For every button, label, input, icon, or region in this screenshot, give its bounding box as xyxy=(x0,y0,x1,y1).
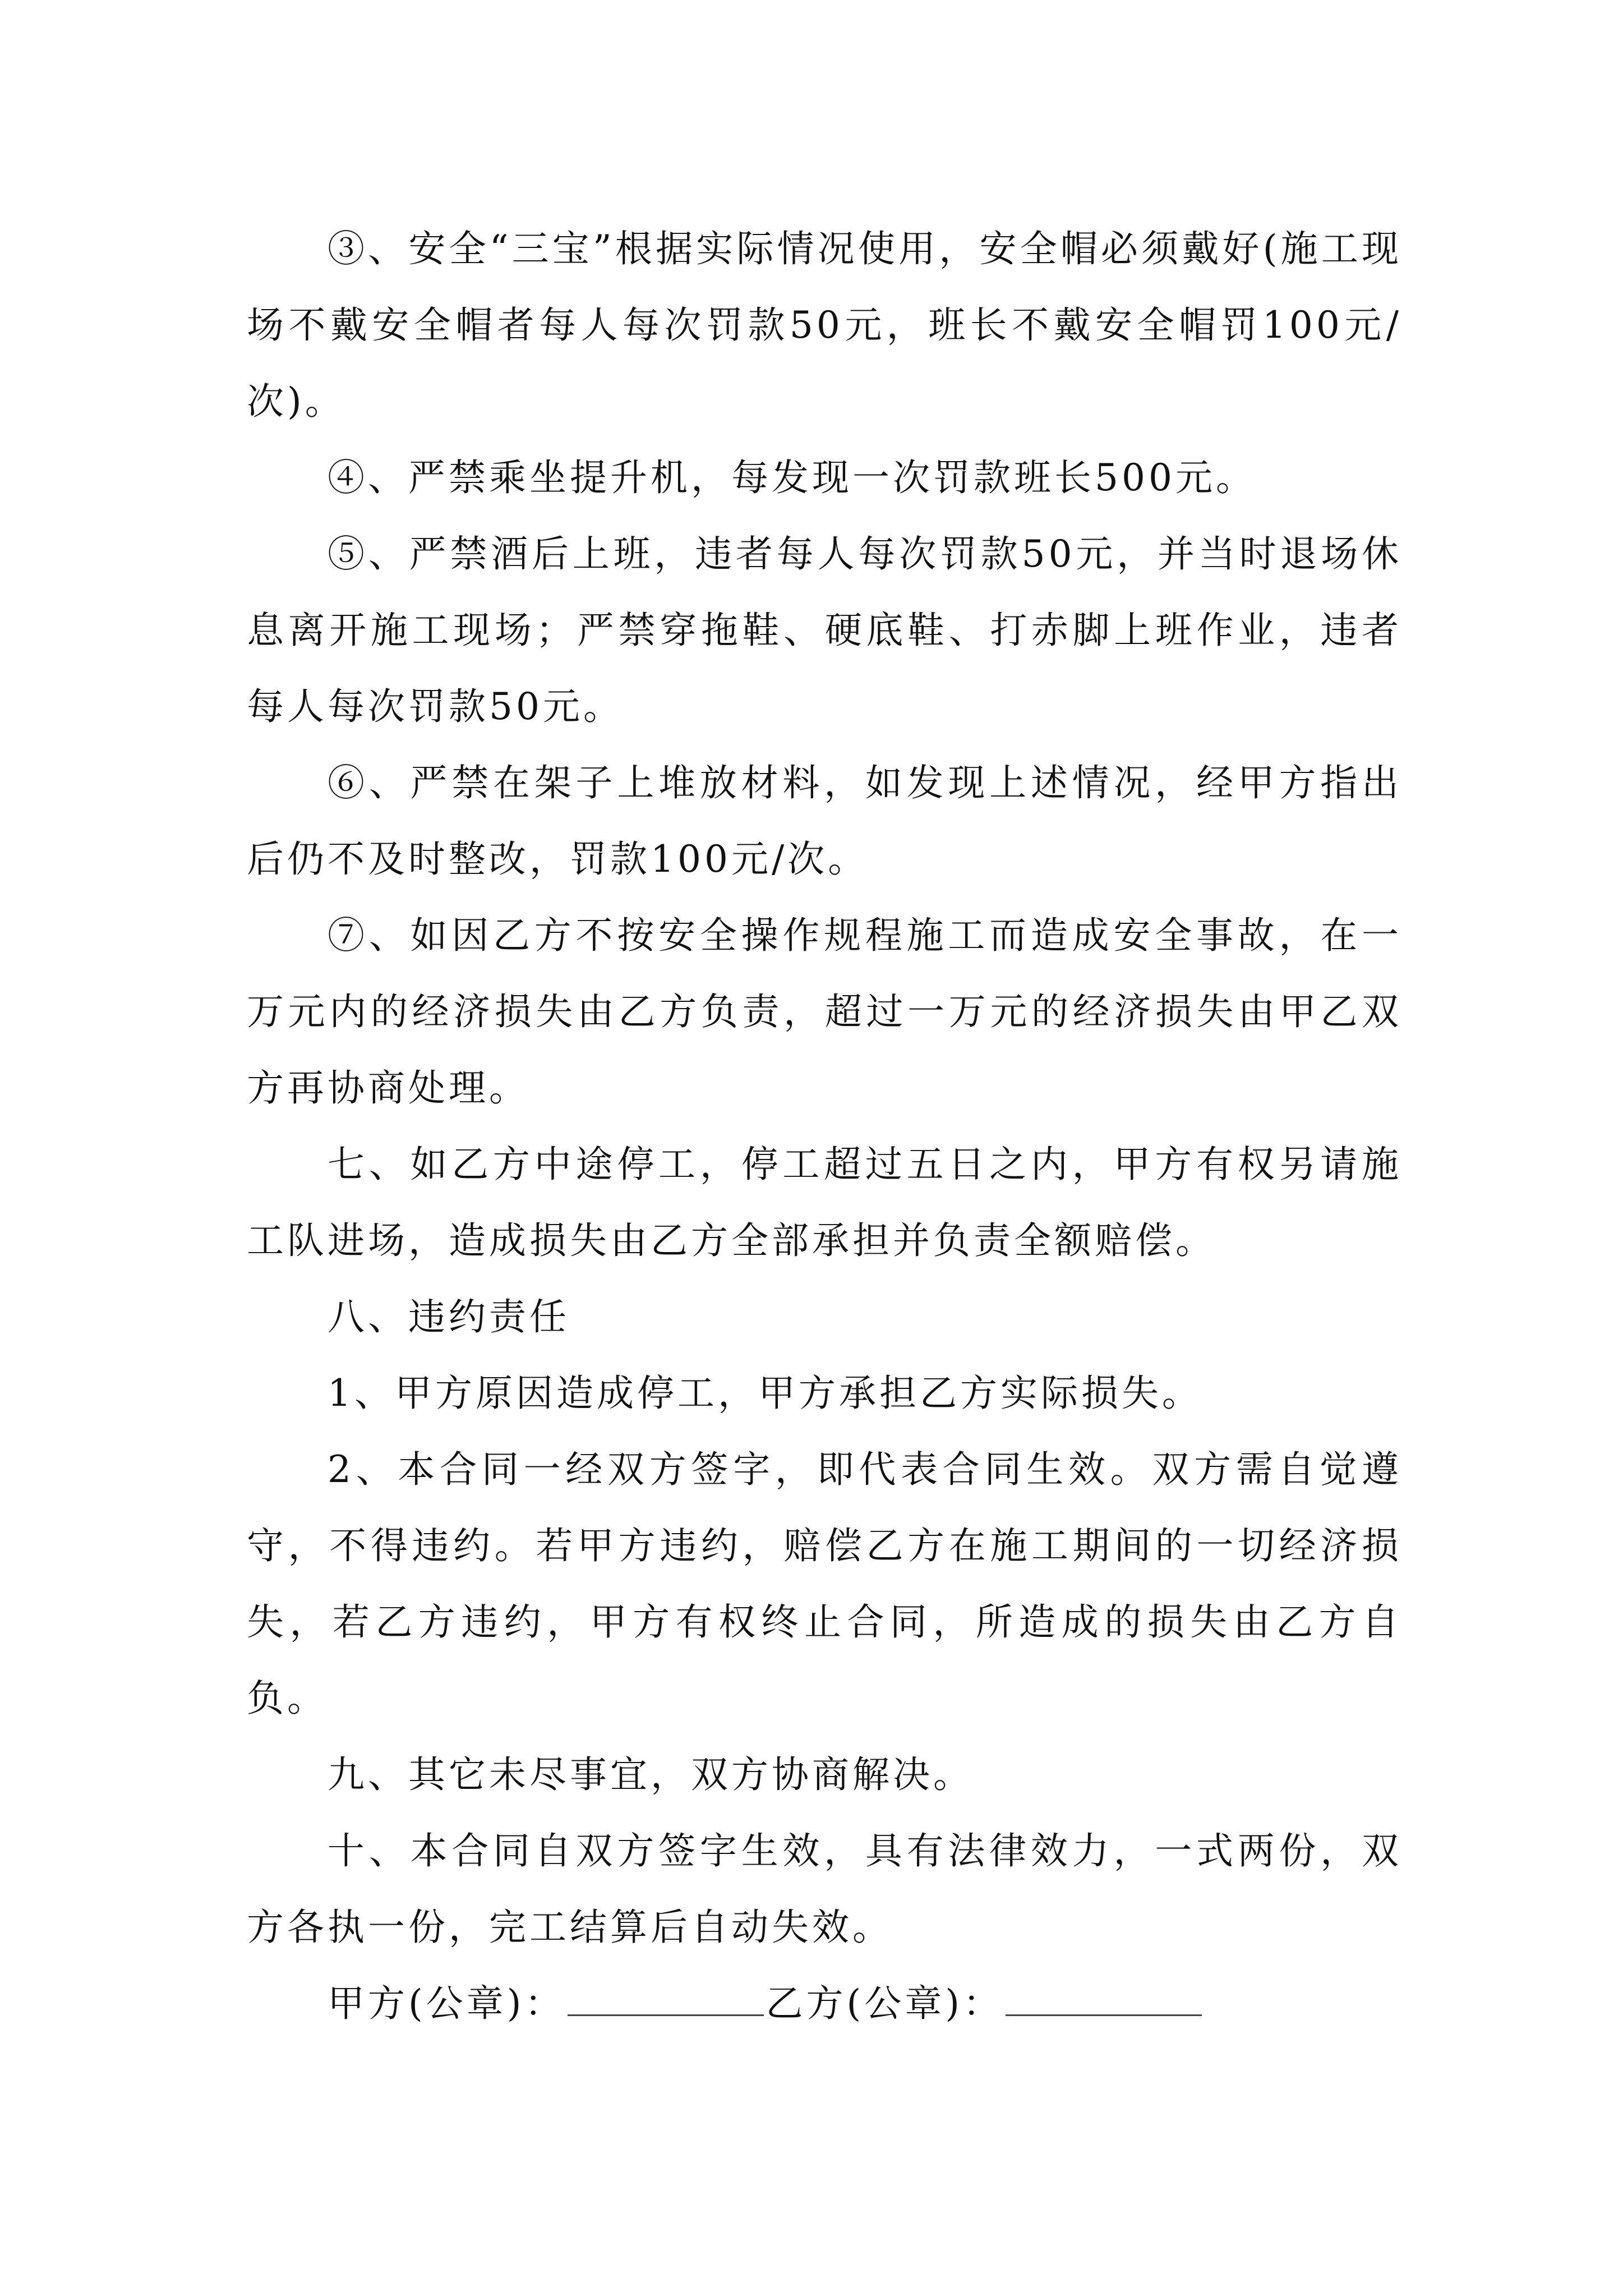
clause-scaffold-materials: ⑥、严禁在架子上堆放材料，如发现上述情况，经甲方指出后仍不及时整改，罚款100元/次。 xyxy=(247,761,1402,881)
clause-ten: 十、本合同自双方签字生效，具有法律效力，一式两份，双方各执一份，完工结算后自动失效。 xyxy=(247,1829,1402,1949)
clause-eight-heading: 八、违约责任 xyxy=(328,1295,570,1338)
signature-line xyxy=(247,1966,1402,2042)
clause-safety-helmet: ③、安全“三宝”根据实际情况使用，安全帽必须戴好(施工现场不戴安全帽者每人每次罚款50元，班长不戴安全帽罚100元/次)。 xyxy=(247,227,1402,423)
clause-hoist: ④、严禁乘坐提升机，每发现一次罚款班长500元。 xyxy=(328,456,1256,499)
clause-alcohol-footwear: ⑤、严禁酒后上班，违者每人每次罚款50元，并当时退场休息离开施工现场；严禁穿拖鞋、硬底鞋、打赤脚上班作业，违者每人每次罚款50元。 xyxy=(247,532,1402,728)
clause-seven-work-stoppage: 七、如乙方中途停工，停工超过五日之内，甲方有权另请施工队进场，造成损失由乙方全部承担并负责全额赔偿。 xyxy=(247,1143,1402,1262)
clause-eight-item-2: 2、本合同一经双方签字，即代表合同生效。双方需自觉遵守，不得违约。若甲方违约，赔偿乙方在施工期间的一切经济损失，若乙方违约，甲方有权终止合同，所造成的损失由乙方自负。 xyxy=(247,1448,1402,1720)
party-a-label: 甲方(公章)： xyxy=(328,1982,565,2025)
clause-eight-item-1: 1、甲方原因造成停工，甲方承担乙方实际损失。 xyxy=(328,1372,1202,1415)
party-b-blank xyxy=(1006,1977,1202,2016)
party-b-label: 乙方(公章)： xyxy=(766,1982,1003,2025)
document-body xyxy=(247,211,1402,2042)
clause-nine: 九、其它未尽事宜，双方协商解决。 xyxy=(328,1753,974,1796)
party-a-blank xyxy=(568,1977,764,2016)
clause-accident-liability: ⑦、如因乙方不按安全操作规程施工而造成安全事故，在一万元内的经济损失由乙方负责，超过一万元的经济损失由甲乙双方再协商处理。 xyxy=(247,914,1402,1110)
